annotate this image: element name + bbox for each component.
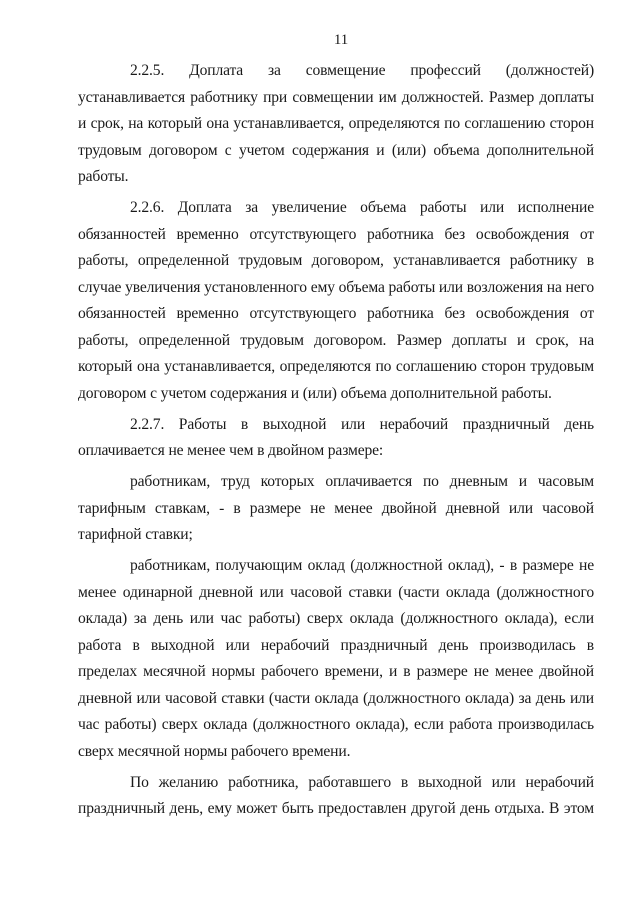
page-number: 11 xyxy=(333,32,349,48)
paragraph-salaried-workers: работникам, получающим оклад (должностной оклад), - в размере не менее одинарной дневной или часовой ставки (части оклада (должностного оклада) за день или час работы) сверх оклада (должностного оклада), если работа в выходной или нерабочий праздничный день производилась в пределах месячной нормы рабочего времени, и в размере не менее двойной дневной или часовой ставки (части оклада (должностного оклада) за день или час работы) сверх оклада (должностного оклада), если работа производилась сверх месячной нормы рабочего времени. xyxy=(78,557,594,760)
paragraph-day-off-option: По желанию работника, работавшего в выходной или нерабочий праздничный день, ему может быть предоставлен другой день отдыха. В этом xyxy=(78,773,594,817)
paragraph-2-2-7: 2.2.7. Работы в выходной или нерабочий праздничный день оплачивается не менее чем в двойном размере: xyxy=(78,415,594,459)
paragraph-2-2-5: 2.2.5. Доплата за совмещение профессий (должностей) устанавливается работнику при совмещении им должностей. Размер доплаты и срок, на который она устанавливается, определяются по соглашению сторон трудовым договором с учетом содержания и (или) объема дополнительной работы. xyxy=(78,62,594,185)
paragraph-2-2-6: 2.2.6. Доплата за увеличение объема работы или исполнение обязанностей временно отсутствующего работника без освобождения от работы, определенной трудовым договором, устанавливается работнику в случае увеличения установленного ему объема работы или возложения на него обязанностей временно отсутствующего работника без освобождения от работы, определенной трудовым договором. Размер доплаты и срок, на который она устанавливается, определяются по соглашению сторон трудовым договором с учетом содержания и (или) объема дополнительной работы. xyxy=(78,199,594,402)
paragraph-tariff-rate-workers: работникам, труд которых оплачивается по дневным и часовым тарифным ставкам, - в размере не менее двойной дневной или часовой тарифной ставки; xyxy=(78,473,594,543)
document-body xyxy=(78,58,594,823)
